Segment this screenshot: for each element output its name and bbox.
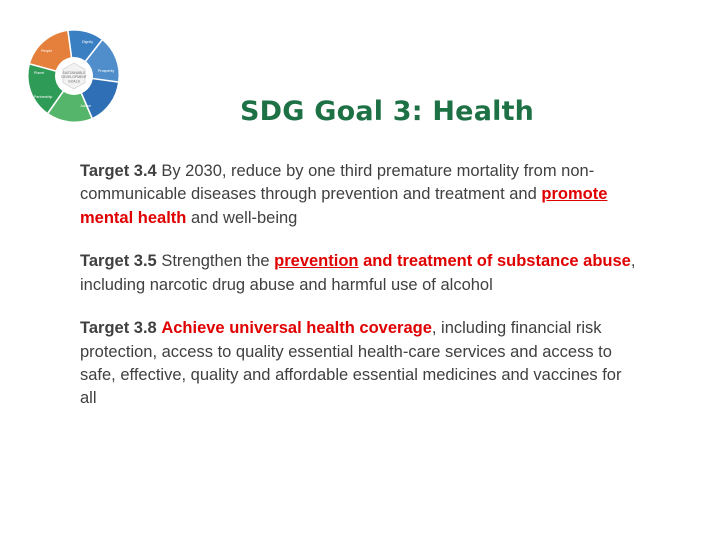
svg-text:Prosperity: Prosperity	[98, 69, 115, 73]
svg-text:DEVELOPMENT: DEVELOPMENT	[61, 75, 87, 80]
target-paragraph	[80, 250, 642, 297]
svg-text:Partnership: Partnership	[34, 95, 53, 99]
target-label: Target 3.5	[80, 252, 157, 271]
body-text: , including financial risk protection, access to quality essential health-care services and access to safe, effective, quality and affordable essential medicines and vaccines for all	[80, 319, 622, 408]
body-text: Strengthen the	[156, 252, 275, 271]
target-label: Target 3.8	[80, 319, 157, 338]
body-text: By 2030, reduce by one third premature mortality from non-communicable diseases through prevention and treatment and	[80, 162, 595, 204]
svg-text:Justice: Justice	[80, 104, 92, 108]
target-paragraph	[80, 317, 642, 411]
highlighted-text: mental health	[80, 208, 187, 227]
body-text: , including narcotic drug abuse and harmful use of alcohol	[80, 252, 636, 294]
svg-text:Dignity: Dignity	[82, 40, 93, 44]
highlighted-text: Achieve universal health coverage	[161, 319, 432, 338]
highlighted-text: and treatment of substance abuse	[358, 252, 631, 271]
svg-text:Planet: Planet	[34, 71, 45, 75]
highlighted-text: prevention	[274, 252, 359, 271]
slide-body	[80, 160, 642, 411]
page-title: SDG Goal 3: Health	[240, 96, 535, 127]
body-text: and well-being	[186, 208, 298, 227]
svg-text:People: People	[41, 49, 53, 53]
target-label: Target 3.4	[80, 162, 157, 180]
highlighted-text: promote	[541, 185, 608, 204]
sdg-wheel-logo	[22, 24, 150, 128]
svg-text:GOALS: GOALS	[68, 79, 80, 84]
target-paragraph	[80, 160, 642, 230]
svg-text:SUSTAINABLE: SUSTAINABLE	[62, 71, 86, 75]
